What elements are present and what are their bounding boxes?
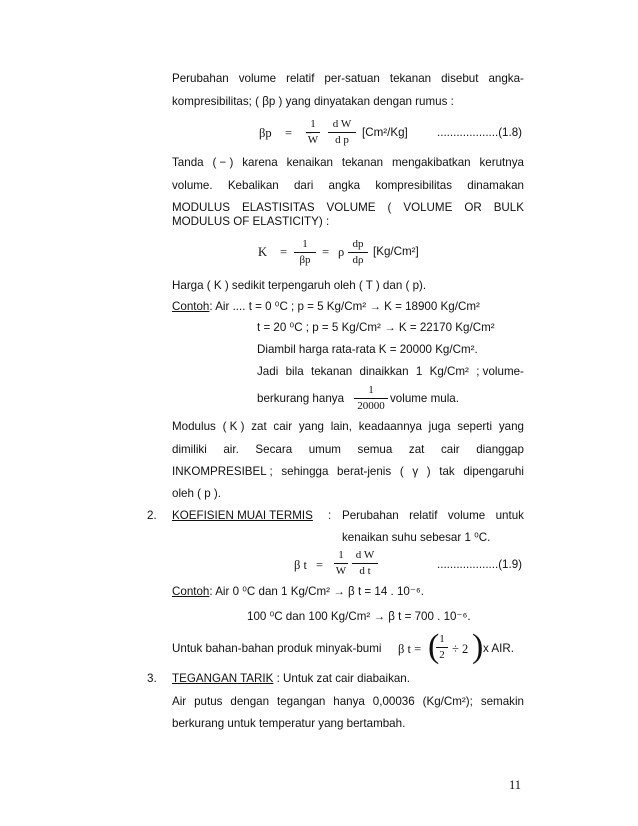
modulus-line-2: dimiliki air. Secara umum semua zat cair dianggap: [172, 443, 524, 456]
eq19-fraction-1: $\frac{1}{W}$: [335, 549, 347, 577]
tanda-line-4: MODULUS OF ELASTICITY) :: [172, 215, 330, 228]
eq18-lhs: βp: [259, 126, 272, 140]
modulus-line-3: INKOMPRESIBEL ; sehingga berat-jenis ( γ ) tak dipengaruhi: [172, 465, 524, 478]
section-2-number: 2.: [147, 509, 157, 522]
contoh1-line-5b: volume mula.: [390, 392, 459, 405]
eqk-lhs: K: [258, 245, 268, 259]
contoh1-label: Contoh: [172, 300, 210, 313]
contoh1-line-2: t = 20 ⁰C ; p = 5 Kg/Cm² → K = 22170 Kg/Cm²: [257, 321, 495, 334]
contoh2-divide: ÷ 2: [452, 642, 469, 656]
eq18-reference: ...................(1.8): [437, 126, 523, 139]
section-3-line-3: berkurang untuk temperatur yang bertambah.: [172, 717, 406, 730]
eq19-fraction-2: $\frac{\text{d W}}{\text{d t}}$: [352, 549, 378, 578]
eqk-rho: ρ: [338, 245, 345, 259]
modulus-line-4: oleh ( p ).: [172, 487, 221, 500]
eq19-equals: =: [316, 558, 324, 572]
eq18-unit: [Cm²/Kg]: [362, 126, 408, 139]
contoh2-beta-t: β t =: [398, 642, 422, 656]
eq18-equals: =: [285, 126, 293, 140]
contoh1-fraction: $\frac{1}{20000}$: [354, 384, 388, 413]
modulus-line-1: Modulus ( K ) zat cair yang lain, keadaannya juga seperti yang: [172, 420, 524, 433]
harga-line: Harga ( K ) sedikit terpengaruh oleh ( T ) dan ( p).: [172, 279, 427, 292]
eq19-reference: ...................(1.9): [437, 558, 523, 571]
left-paren: (: [428, 628, 440, 665]
contoh1-line-1: Contoh: Air .... t = 0 ⁰C ; p = 5 Kg/Cm² → K = 18900 Kg/Cm²: [172, 300, 480, 313]
contoh1-line-5a: berkurang hanya: [257, 392, 345, 405]
eqk-equals-2: =: [322, 245, 330, 259]
contoh2-line-3c: x AIR.: [483, 642, 514, 655]
eq18-fraction-2: $\frac{\text{d W}}{\text{d p}}$: [328, 118, 356, 147]
contoh2-line-1: Contoh: Air 0 ⁰C dan 1 Kg/Cm² → β t = 14 . 10⁻⁶.: [172, 585, 424, 598]
section-3-line-2: Air putus dengan tegangan hanya 0,00036 (Kg/Cm²); semakin: [172, 695, 524, 708]
contoh2-label: Contoh: [172, 585, 210, 598]
eqk-fraction-1: $\frac{1}{\beta p}$: [294, 238, 316, 267]
intro-line-1: Perubahan volume relatif per-satuan tekanan disebut angka-: [172, 72, 524, 85]
contoh2-line-3a: Untuk bahan-bahan produk minyak-bumi: [172, 642, 382, 655]
section-3-number: 3.: [147, 672, 157, 685]
contoh2-fraction: $\frac{1}{2}$: [436, 633, 448, 662]
contoh1-line-4: Jadi bila tekanan dinaikkan 1 Kg/Cm² ; volume-: [257, 365, 524, 378]
eq19-lhs: β t: [294, 558, 307, 572]
contoh2-line-2: 100 ⁰C dan 100 Kg/Cm² → β t = 700 . 10⁻⁶.: [247, 610, 471, 623]
section-3-title: TEGANGAN TARIK: [172, 672, 274, 685]
section-2-title: KOEFISIEN MUAI TERMIS: [172, 509, 313, 522]
tanda-line-1: Tanda ( − ) karena kenaikan tekanan mengakibatkan kerutnya: [172, 156, 524, 169]
section-3-heading: TEGANGAN TARIK : Untuk zat cair diabaikan.: [172, 672, 410, 685]
section-2-desc-2: kenaikan suhu sebesar 1 ⁰C.: [342, 531, 491, 544]
page-number: 11: [509, 778, 522, 792]
eqk-unit: [Kg/Cm²]: [373, 245, 419, 258]
eq18-fraction-1: $\frac{1}{W}$: [307, 118, 319, 146]
eqk-fraction-2: $\frac{dp}{d\rho}$: [348, 238, 368, 267]
contoh1-line-3: Diambil harga rata-rata K = 20000 Kg/Cm².: [257, 343, 478, 356]
intro-line-2: kompresibilitas; ( βp ) yang dinyatakan dengan rumus :: [172, 95, 454, 108]
section-2-colon: :: [328, 509, 332, 522]
eqk-equals-1: =: [280, 245, 288, 259]
section-2-desc-1: Perubahan relatif volume untuk: [342, 509, 524, 522]
right-paren: ): [472, 628, 484, 665]
eq18-minus: −: [305, 126, 313, 140]
tanda-line-2: volume. Kebalikan dari angka kompresibilitas dinamakan: [172, 179, 524, 192]
tanda-line-3: MODULUS ELASTISITAS VOLUME ( VOLUME OR BULK: [172, 201, 524, 214]
